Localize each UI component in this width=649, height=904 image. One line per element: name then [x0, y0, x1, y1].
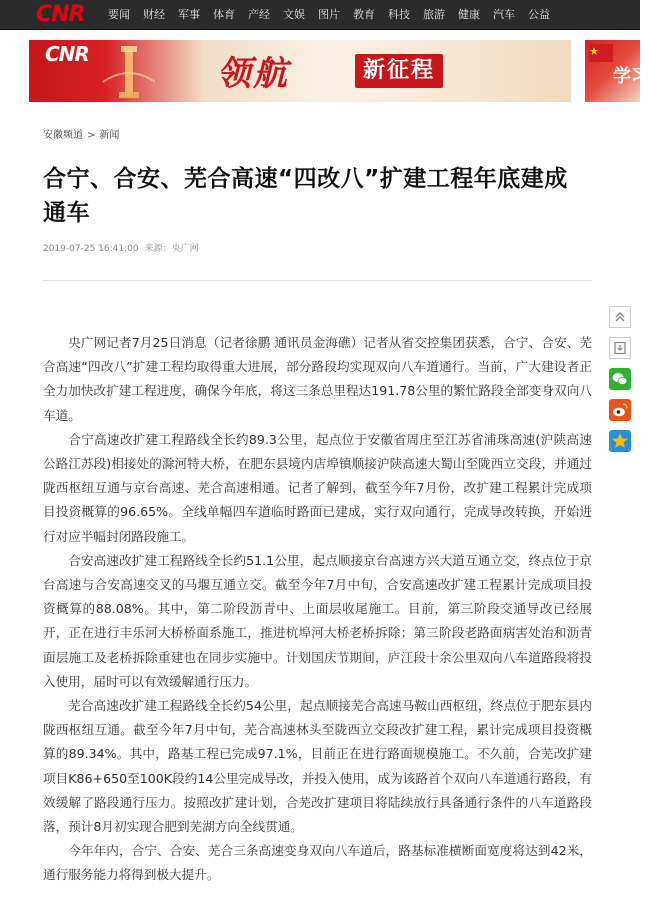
wechat-icon — [609, 368, 631, 390]
nav-item-sports[interactable]: 体育 — [213, 8, 235, 21]
share-wechat-button[interactable] — [609, 368, 631, 390]
nav-item-entertainment[interactable]: 文娱 — [283, 8, 305, 21]
share-weibo-button[interactable] — [609, 399, 631, 421]
flag-icon — [589, 44, 613, 62]
share-toolbar — [609, 306, 633, 461]
nav-item-industry[interactable]: 产经 — [248, 8, 270, 21]
arrow-up-icon — [613, 310, 627, 324]
breadcrumb-section-link[interactable]: 新闻 — [99, 130, 120, 141]
nav-item-education[interactable]: 教育 — [353, 8, 375, 21]
article-paragraph-3: 合安高速改扩建工程路线全长约51.1公里，起点顺接京台高速方兴大道互通立交，终点位于京台高速与合安高速交叉的马堰互通立交。截至今年7月中旬，合安高速改扩建工程累计完成项目投资概算的88.08%。其中，第二阶段沥青中、上面层收尾施工。目前，第三阶段交通导改已经展开，正在进行丰乐河大桥桥面系施工，推进杭埠河大桥老桥拆除；第三阶段老路面病害处治和沥青面层施工及老桥拆除重建也在同步实施中。计划国庆节期间，庐江段十余公里双向八车道路段将投入使用，届时可以有效缓解通行压力。 — [43, 552, 592, 689]
breadcrumb-channel-link[interactable]: 安徽频道 — [43, 130, 83, 141]
nav-item-news[interactable]: 要闻 — [108, 8, 130, 21]
nav-item-finance[interactable]: 财经 — [143, 8, 165, 21]
weibo-icon — [609, 399, 631, 421]
nav-item-travel[interactable]: 旅游 — [423, 8, 445, 21]
article-paragraph-5: 今年年内，合宁、合安、芜合三条高速变身双向八车道后，路基标准横断面宽度将达到42米，通行服务能力将得到极大提升。 — [43, 843, 592, 883]
article-source: 来源：央广网 — [144, 244, 199, 254]
nav-item-military[interactable]: 军事 — [178, 8, 200, 21]
publish-date: 2019-07-25 16:41:00 — [43, 244, 139, 254]
channel-nav — [108, 0, 563, 29]
monument-icon — [99, 42, 159, 100]
nav-item-auto[interactable]: 汽车 — [493, 8, 515, 21]
article-paragraph-4: 芜合高速改扩建工程路线全长约54公里，起点顺接芜合高速马鞍山西枢纽，终点位于肥东县内陇西枢纽互通。截至今年7月中旬，芜合高速林头至陇西立交段改扩建工程，累计完成项目投资概算的89.34%。其中，路基工程已完成97.1%，目前正在进行路面规模施工。不久前，合芜改扩建项目K86+650至100K段约14公里完成导改，并投入使用，成为该路首个双向八车道通行路段，有效缓解了路段通行压力。按照改扩建计划，合芜改扩建项目将陆续放行具备通行条件的八车道路段落，预计8月初实现合肥到芜湖方向全线贯通。 — [43, 698, 592, 835]
nav-item-charity[interactable]: 公益 — [528, 8, 550, 21]
title-divider — [43, 280, 592, 281]
banner-headline-xinzhengcheng: 新征程 — [355, 54, 443, 88]
article-paragraph-1: 央广网记者7月25日消息（记者徐鹏 通讯员金海礁）记者从省交控集团获悉，合宁、合安、芜合高速“四改八”扩建工程均取得重大进展，部分路段均实现双向八车道通行。当前，广大建设者正全力加快改扩建工程进度，确保今年底，将这三条总里程达191.78公里的繁忙路段全部变身双向八车道。 — [43, 335, 592, 423]
nav-item-tech[interactable]: 科技 — [388, 8, 410, 21]
nav-item-health[interactable]: 健康 — [458, 8, 480, 21]
article-body — [43, 331, 592, 888]
cnr-logo[interactable]: CNR — [36, 2, 85, 27]
banner-cnr-logo: CNR — [45, 42, 89, 66]
article-title: 合宁、合安、芜合高速“四改八”扩建工程年底建成通车 — [43, 166, 568, 226]
download-button[interactable] — [609, 337, 631, 359]
article-paragraph-2: 合宁高速改扩建工程路线全长约89.3公里，起点位于安徽省周庄至江苏省浦珠高速(沪陕高速公路江苏段)相接处的滁河特大桥，在肥东县境内店埠镇顺接沪陕高速大蜀山至陇西立交段，并通过陇西枢纽互通与京台高速、芜合高速相通。记者了解到，截至今年7月份，改扩建工程累计完成项目投资概算的96.65%。全线单幅四车道临时路面已建成，实行双向通行，完成导改转换，开始进行对应半幅封闭路段施工。 — [43, 431, 592, 544]
qzone-icon — [609, 430, 631, 452]
back-to-top-button[interactable] — [609, 306, 631, 328]
breadcrumb — [43, 126, 119, 141]
nav-item-photos[interactable]: 图片 — [318, 8, 340, 21]
banner-headline-lingang: 领航 — [217, 54, 289, 94]
campaign-banner[interactable] — [29, 40, 571, 102]
article-meta — [43, 241, 199, 254]
breadcrumb-separator: > — [87, 130, 96, 141]
download-icon — [613, 341, 627, 355]
share-qzone-button[interactable] — [609, 430, 631, 452]
top-navigation-bar — [0, 0, 640, 30]
side-banner[interactable] — [585, 40, 649, 102]
side-banner-text: 学习 — [613, 66, 649, 87]
